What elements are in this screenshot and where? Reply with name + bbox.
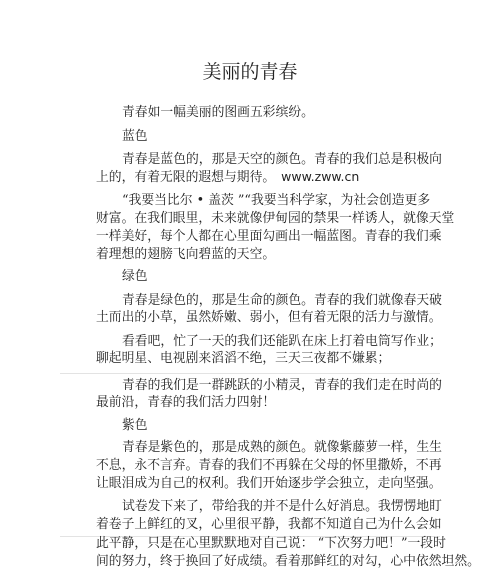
purple-paragraph-1-line-3: 让眼泪成为自己的权利。我们开始逐步学会独立，走向坚强。 bbox=[96, 476, 442, 491]
green-paragraph-1-line-2: 土而出的小草，虽然娇嫩、弱小，但有着无限的活力与激情。 bbox=[96, 310, 442, 325]
purple-paragraph-1-line-1: 青春是紫色的，那是成熟的颜色。就像紫藤萝一样，生生 bbox=[122, 440, 442, 455]
green-paragraph-3-line-1: 青春的我们是一群跳跃的小精灵，青春的我们走在时尚的 bbox=[122, 378, 442, 393]
green-paragraph-2-line-2: 聊起明星、电视剧来滔滔不绝，三天三夜都不嫌累； bbox=[96, 351, 391, 366]
blue-paragraph-2-line-4: 着理想的翅膀飞向碧蓝的天空。 bbox=[96, 247, 276, 262]
green-paragraph-2-line-1: 看看吧，忙了一天的我们还能趴在床上打着电筒写作业； bbox=[122, 334, 442, 349]
section-heading-blue: 蓝色 bbox=[122, 129, 148, 144]
green-paragraph-1-line-1: 青春是绿色的，那是生命的颜色。青春的我们就像春天破 bbox=[122, 293, 442, 308]
blue-paragraph-2-line-3: 一样美好，每个人都在心里面勾画出一幅蓝图。青春的我们乘 bbox=[96, 229, 442, 244]
page-divider bbox=[60, 373, 440, 374]
intro-line: 青春如一幅美丽的图画五彩缤纷。 bbox=[122, 105, 314, 120]
blue-paragraph-1-line-2 bbox=[96, 168, 416, 187]
blue-paragraph-2-line-1: “我要当比尔 • 盖茨 ”“我要当科学家，为社会创造更多 bbox=[122, 193, 431, 208]
section-heading-purple: 紫色 bbox=[122, 418, 148, 433]
green-paragraph-3-line-2: 最前沿，青春的我们活力四射！ bbox=[96, 395, 276, 410]
section-heading-green: 绿色 bbox=[122, 269, 148, 284]
page-title: 美丽的青春 bbox=[202, 61, 298, 83]
blue-paragraph-2-line-2: 财富。在我们眼里，未来就像伊甸园的禁果一样诱人，就像天堂 bbox=[96, 211, 455, 226]
purple-paragraph-2-line-2: 着卷子上鲜红的叉，心里很平静，我都不知道自己为什么会如 bbox=[96, 517, 442, 532]
purple-paragraph-2-line-3: 此平静，只是在心里默默地对自己说： “下次努力吧！”一段时 bbox=[96, 536, 446, 551]
purple-paragraph-1-line-2: 不息，永不言弃。青春的我们不再躲在父母的怀里撒娇，不再 bbox=[96, 458, 442, 473]
purple-paragraph-2-line-1: 试卷发下来了，带给我的并不是什么好消息。我愣愣地盯 bbox=[122, 499, 442, 514]
blue-paragraph-1-line-1: 青春是蓝色的，那是天空的颜色。青春的我们总是积极向 bbox=[122, 152, 442, 167]
blue-paragraph-1-line-2-text: 上的，有着无限的遐想与期待。 bbox=[96, 170, 276, 185]
purple-paragraph-2-line-4: 间的努力，终于换回了好成绩。看着那鲜红的对勾，心中依然坦然。 bbox=[96, 554, 480, 569]
source-website-text: www.zww.cn bbox=[281, 169, 360, 184]
